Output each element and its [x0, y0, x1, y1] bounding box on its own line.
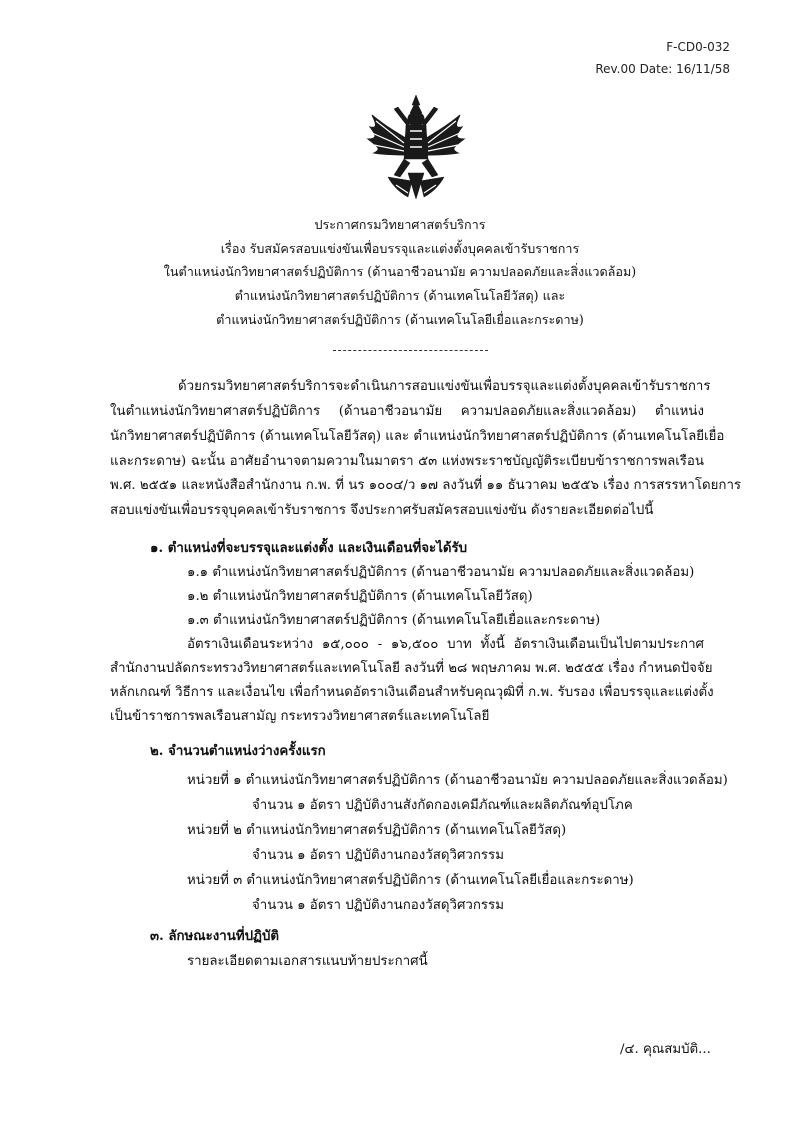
section3-body: รายละเอียดตามเอกสารแนบท้ายประกาศนี้: [187, 954, 428, 969]
unit-name: หน่วยที่ ๓ ตำแหน่งนักวิทยาศาสตร์ปฏิบัติการ (ด้านเทคโนโลยีเยื่อและกระดาษ): [187, 873, 634, 888]
position-item: ๑.๓ ตำแหน่งนักวิทยาศาสตร์ปฏิบัติการ (ด้านเทคโนโลยีเยื่อและกระดาษ): [187, 613, 601, 628]
header-divider: [333, 350, 488, 351]
unit-detail: จำนวน ๑ อัตรา ปฏิบัติงานกองวัสดุวิศวกรรม: [252, 898, 504, 913]
intro-line: นักวิทยาศาสตร์ปฏิบัติการ (ด้านเทคโนโลยีวัสดุ) และ ตำแหน่งนักวิทยาศาสตร์ปฏิบัติการ (ด้านเทคโนโลยีเยื่อ: [110, 429, 725, 444]
announcement-positions-1: ในตำแหน่งนักวิทยาศาสตร์ปฏิบัติการ (ด้านอาชีวอนามัย ความปลอดภัยและสิ่งแวดล้อม): [163, 264, 637, 279]
position-item: ๑.๑ ตำแหน่งนักวิทยาศาสตร์ปฏิบัติการ (ด้านอาชีวอนามัย ความปลอดภัยและสิ่งแวดล้อม): [187, 565, 695, 580]
intro-line: และกระดาษ) ฉะนั้น อาศัยอำนาจตามความในมาตรา ๕๓ แห่งพระราชบัญญัติระเบียบข้าราชการพลเรือน: [110, 454, 704, 469]
section3-title: ๓. ลักษณะงานที่ปฏิบัติ: [150, 929, 280, 944]
announcement-org: ประกาศกรมวิทยาศาสตร์บริการ: [314, 217, 486, 232]
section1-title: ๑. ตำแหน่งที่จะบรรจุและแต่งตั้ง และเงินเดือนที่จะได้รับ: [150, 541, 468, 556]
announcement-subject: เรื่อง รับสมัครสอบแข่งขันเพื่อบรรจุและแต่งตั้งบุคคลเข้ารับราชการ: [220, 241, 580, 256]
intro-line: ด้วยกรมวิทยาศาสตร์บริการจะดำเนินการสอบแข่งขันเพื่อบรรจุและแต่งตั้งบุคคลเข้ารับราชการ: [178, 379, 711, 394]
salary-line: สำนักงานปลัดกระทรวงวิทยาศาสตร์และเทคโนโลยี ลงวันที่ ๒๘ พฤษภาคม พ.ศ. ๒๕๕๕ เรื่อง กำหนดปัจจัย: [110, 661, 713, 676]
garuda-emblem-icon: [358, 93, 474, 203]
unit-name: หน่วยที่ ๒ ตำแหน่งนักวิทยาศาสตร์ปฏิบัติการ (ด้านเทคโนโลยีวัสดุ): [187, 823, 567, 838]
salary-line: เป็นข้าราชการพลเรือนสามัญ กระทรวงวิทยาศาสตร์และเทคโนโลยี: [110, 709, 490, 724]
section2-title: ๒. จำนวนตำแหน่งว่างครั้งแรก: [150, 744, 326, 759]
salary-line: อัตราเงินเดือนระหว่าง ๑๕,๐๐๐ - ๑๖,๕๐๐ บาท ทั้งนี้ อัตราเงินเดือนเป็นไปตามประกาศ: [187, 637, 704, 652]
continuation-marker: /๔. คุณสมบัติ...: [620, 1042, 711, 1057]
position-item: ๑.๒ ตำแหน่งนักวิทยาศาสตร์ปฏิบัติการ (ด้านเทคโนโลยีวัสดุ): [187, 589, 533, 604]
unit-detail: จำนวน ๑ อัตรา ปฏิบัติงานสังกัดกองเคมีภัณฑ์และผลิตภัณฑ์อุปโภค: [252, 798, 633, 813]
intro-line: ในตำแหน่งนักวิทยาศาสตร์ปฏิบัติการ (ด้านอาชีวอนามัย ความปลอดภัยและสิ่งแวดล้อม) ตำแหน่ง: [110, 404, 704, 419]
unit-detail: จำนวน ๑ อัตรา ปฏิบัติงานกองวัสดุวิศวกรรม: [252, 848, 504, 863]
salary-line: หลักเกณฑ์ วิธีการ และเงื่อนไข เพื่อกำหนดอัตราเงินเดือนสำหรับคุณวุฒิที่ ก.พ. รับรอง เพื่อบรรจุและแต่งตั้ง: [110, 685, 714, 700]
announcement-positions-2: ตำแหน่งนักวิทยาศาสตร์ปฏิบัติการ (ด้านเทคโนโลยีวัสดุ) และ: [234, 288, 566, 303]
document-code: F-CD0-032: [666, 40, 730, 54]
unit-name: หน่วยที่ ๑ ตำแหน่งนักวิทยาศาสตร์ปฏิบัติการ (ด้านอาชีวอนามัย ความปลอดภัยและสิ่งแวดล้อม): [187, 773, 728, 788]
announcement-positions-3: ตำแหน่งนักวิทยาศาสตร์ปฏิบัติการ (ด้านเทคโนโลยีเยื่อและกระดาษ): [216, 312, 584, 327]
intro-line: พ.ศ. ๒๕๕๑ และหนังสือสำนักงาน ก.พ. ที่ นร ๑๐๐๔/ว ๑๗ ลงวันที่ ๑๑ ธันวาคม ๒๕๕๖ เรื่อง การสรรหาโดยการ: [110, 478, 742, 493]
revision-date: Rev.00 Date: 16/11/58: [595, 62, 730, 76]
intro-line: สอบแข่งขันเพื่อบรรจุบุคคลเข้ารับราชการ จึงประกาศรับสมัครสอบแข่งขัน ดังรายละเอียดต่อไปนี้: [110, 503, 654, 518]
